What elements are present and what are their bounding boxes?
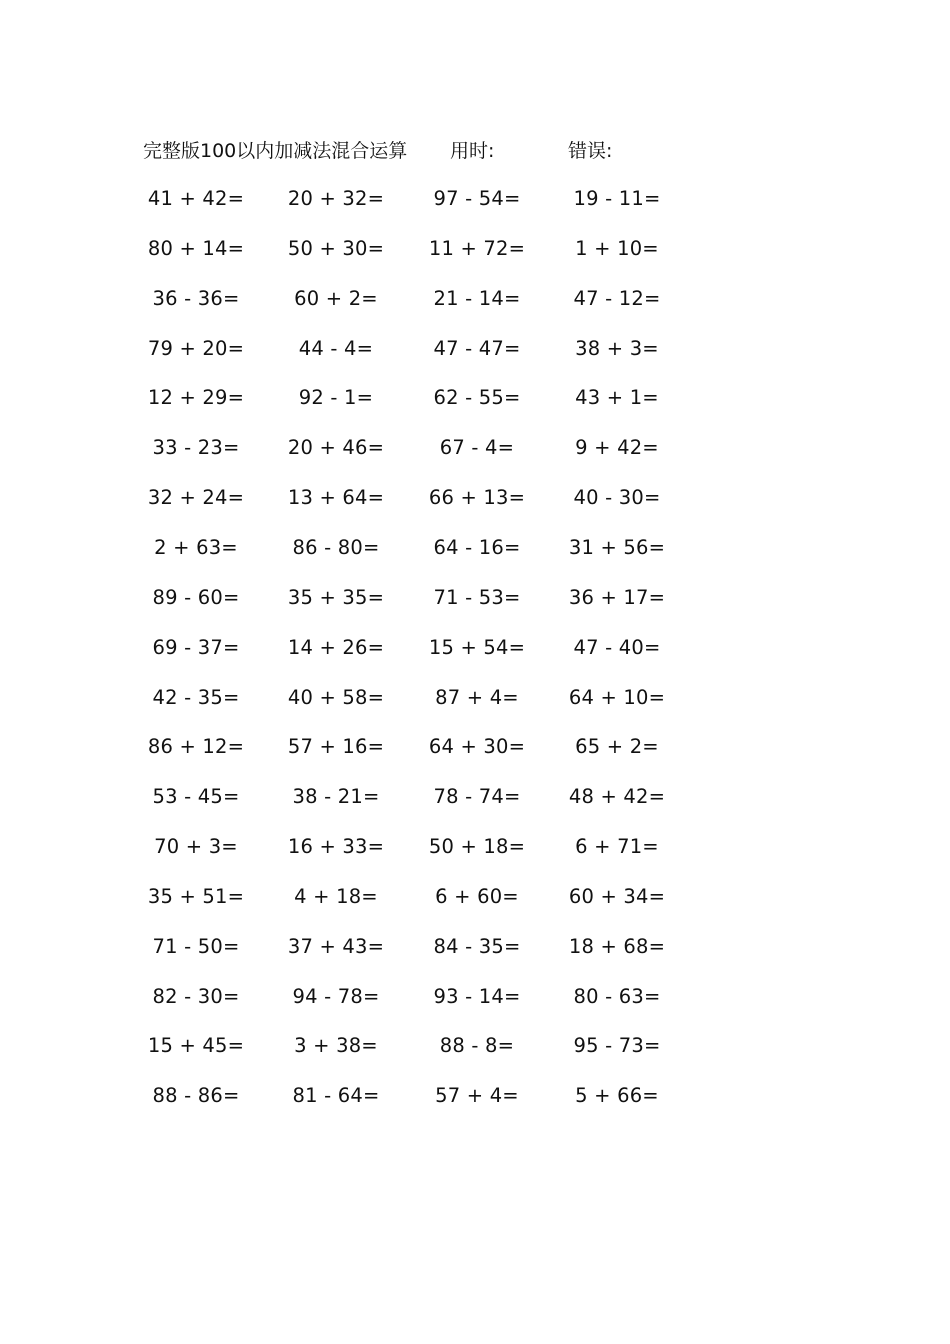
math-problem: 50 + 18= (428, 835, 526, 859)
math-problem: 11 + 72= (428, 236, 526, 260)
math-problem: 1 + 10= (575, 236, 659, 260)
math-problem: 6 + 71= (575, 835, 659, 859)
math-problem: 64 + 10= (568, 685, 666, 709)
worksheet-header (0, 136, 950, 166)
math-problem: 12 + 29= (147, 386, 245, 410)
problem-row (0, 532, 950, 564)
math-problem: 86 + 12= (147, 735, 245, 759)
math-problem: 15 + 45= (147, 1034, 245, 1058)
math-problem: 57 + 4= (435, 1084, 519, 1108)
math-problem: 69 - 37= (152, 635, 240, 659)
math-problem: 47 - 12= (573, 286, 661, 310)
math-problem: 71 - 50= (152, 934, 240, 958)
math-problem: 42 - 35= (152, 685, 240, 709)
math-problem: 48 + 42= (568, 785, 666, 809)
math-problem: 66 + 13= (428, 486, 526, 510)
math-problem: 2 + 63= (154, 535, 238, 559)
math-problem: 62 - 55= (433, 386, 521, 410)
problem-row (0, 632, 950, 664)
math-problem: 86 - 80= (292, 535, 380, 559)
problem-row (0, 731, 950, 763)
math-problem: 50 + 30= (287, 236, 385, 260)
math-problem: 37 + 43= (287, 934, 385, 958)
math-problem: 88 - 8= (439, 1034, 515, 1058)
math-problem: 67 - 4= (439, 436, 515, 460)
math-problem: 95 - 73= (573, 1034, 661, 1058)
math-problem: 33 - 23= (152, 436, 240, 460)
math-problem: 38 + 3= (575, 336, 659, 360)
problem-row (0, 931, 950, 963)
math-problem: 13 + 64= (287, 486, 385, 510)
math-problem: 92 - 1= (298, 386, 374, 410)
math-problem: 21 - 14= (433, 286, 521, 310)
problem-row (0, 183, 950, 215)
math-problem: 65 + 2= (575, 735, 659, 759)
error-count-label: 错误: (568, 140, 613, 162)
worksheet-title: 完整版100以内加减法混合运算 (143, 140, 408, 162)
math-problem: 70 + 3= (154, 835, 238, 859)
math-problem: 97 - 54= (433, 187, 521, 210)
math-problem: 31 + 56= (568, 535, 666, 559)
math-problem: 5 + 66= (575, 1084, 659, 1108)
problem-row (0, 283, 950, 315)
problem-row (0, 432, 950, 464)
math-problem: 53 - 45= (152, 785, 240, 809)
math-problem: 87 + 4= (435, 685, 519, 709)
math-problem: 32 + 24= (147, 486, 245, 510)
math-problem: 36 - 36= (152, 286, 240, 310)
math-problem: 47 - 47= (433, 336, 521, 360)
math-problem: 43 + 1= (575, 386, 659, 410)
math-problem: 40 - 30= (573, 486, 661, 510)
math-problem: 35 + 51= (147, 884, 245, 908)
problem-row (0, 333, 950, 365)
math-problem: 64 - 16= (433, 535, 521, 559)
problem-grid (0, 183, 950, 1123)
problem-row (0, 831, 950, 863)
math-problem: 6 + 60= (435, 884, 519, 908)
math-problem: 60 + 34= (568, 884, 666, 908)
math-problem: 89 - 60= (152, 585, 240, 609)
math-problem: 20 + 32= (287, 187, 385, 210)
time-used-label: 用时: (450, 140, 495, 162)
math-problem: 64 + 30= (428, 735, 526, 759)
math-problem: 4 + 18= (294, 884, 378, 908)
math-problem: 47 - 40= (573, 635, 661, 659)
math-problem: 3 + 38= (294, 1034, 378, 1058)
problem-row (0, 881, 950, 913)
math-problem: 40 + 58= (287, 685, 385, 709)
math-problem: 82 - 30= (152, 984, 240, 1008)
problem-row (0, 1080, 950, 1112)
math-problem: 14 + 26= (287, 635, 385, 659)
math-problem: 38 - 21= (292, 785, 380, 809)
math-problem: 15 + 54= (428, 635, 526, 659)
math-problem: 44 - 4= (298, 336, 374, 360)
problem-row (0, 482, 950, 514)
math-problem: 18 + 68= (568, 934, 666, 958)
problem-row (0, 582, 950, 614)
math-problem: 80 - 63= (573, 984, 661, 1008)
problem-row (0, 382, 950, 414)
problem-row (0, 1030, 950, 1062)
math-problem: 81 - 64= (292, 1084, 380, 1108)
math-problem: 88 - 86= (152, 1084, 240, 1108)
math-problem: 16 + 33= (287, 835, 385, 859)
math-problem: 60 + 2= (294, 286, 378, 310)
math-problem: 71 - 53= (433, 585, 521, 609)
problem-row (0, 981, 950, 1013)
math-problem: 78 - 74= (433, 785, 521, 809)
math-problem: 9 + 42= (575, 436, 659, 460)
math-problem: 79 + 20= (147, 336, 245, 360)
math-problem: 20 + 46= (287, 436, 385, 460)
math-problem: 94 - 78= (292, 984, 380, 1008)
math-problem: 36 + 17= (568, 585, 666, 609)
problem-row (0, 682, 950, 714)
math-problem: 80 + 14= (147, 236, 245, 260)
problem-row (0, 781, 950, 813)
math-problem: 19 - 11= (573, 187, 661, 210)
math-problem: 84 - 35= (433, 934, 521, 958)
math-problem: 35 + 35= (287, 585, 385, 609)
problem-row (0, 233, 950, 265)
math-problem: 93 - 14= (433, 984, 521, 1008)
math-problem: 57 + 16= (287, 735, 385, 759)
math-problem: 41 + 42= (147, 187, 245, 210)
